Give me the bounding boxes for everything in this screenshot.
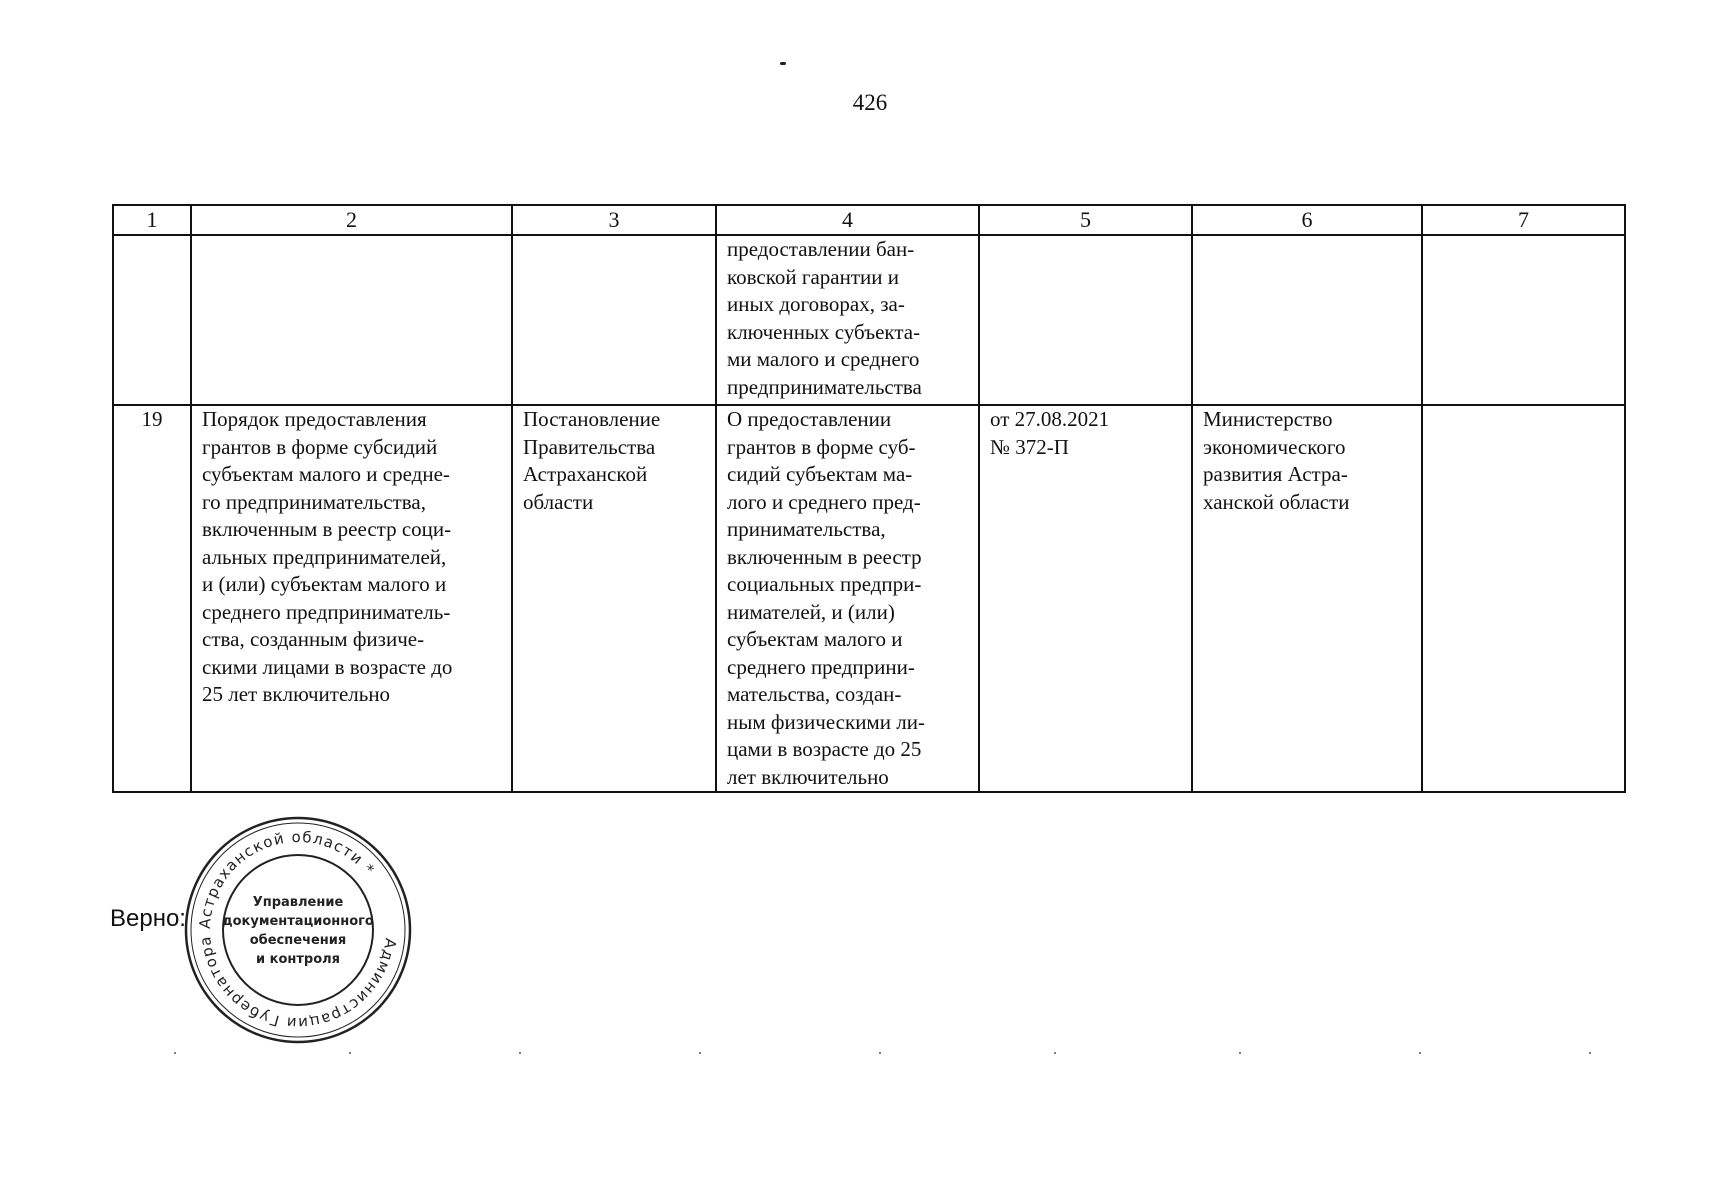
cell-text-line: области <box>523 489 594 514</box>
header-cell: 6 <box>1192 205 1422 235</box>
cell-text-line: ным физическими ли- <box>727 709 925 734</box>
cell-text-line: ства, созданным физиче- <box>202 627 425 651</box>
cell-responsible-body <box>1192 405 1422 792</box>
cell-empty <box>512 235 716 405</box>
scan-dot-line <box>150 1051 1600 1055</box>
cell-text-line: Правительства <box>523 434 656 459</box>
cell-text-line: ханской области <box>1203 489 1350 514</box>
scan-mark <box>780 62 786 65</box>
cell-empty <box>979 235 1192 405</box>
cell-text-line: среднего предприни- <box>727 654 915 679</box>
seal-center-line: и контроля <box>255 952 341 967</box>
cell-text-line: Порядок предоставления <box>202 407 427 431</box>
seal-center-line: документационного <box>222 914 374 929</box>
registry-table <box>112 204 1626 793</box>
cell-text-line: социальных предпри- <box>727 572 922 596</box>
header-cell: 7 <box>1422 205 1625 235</box>
official-seal <box>183 815 413 1045</box>
seal-center-line: Управление <box>252 895 344 910</box>
table-row <box>113 405 1625 792</box>
cell-row-number: 19 <box>113 405 191 792</box>
header-cell: 5 <box>979 205 1192 235</box>
cell-text-line: и (или) субъектам малого и <box>202 572 447 596</box>
cell-text-line: лого и среднего пред- <box>727 489 921 514</box>
header-cell: 3 <box>512 205 716 235</box>
cell-text-line: экономического <box>1203 434 1346 459</box>
cell-notes <box>1422 405 1625 792</box>
cell-text-line: 25 лет включительно <box>202 682 391 706</box>
header-cell: 1 <box>113 205 191 235</box>
cell-text-line: предоставлении бан- <box>727 237 915 261</box>
table-row-continued <box>113 235 1625 405</box>
cell-empty <box>191 235 512 405</box>
cell-text-line: мательства, создан- <box>727 682 902 706</box>
header-row <box>113 205 1625 235</box>
cell-text-line: субъектам малого и <box>727 627 903 651</box>
cell-text-line: включенным в реестр соци- <box>202 517 452 541</box>
seal-center-line: обеспечения <box>249 933 347 948</box>
cell-empty <box>1192 235 1422 405</box>
cell-empty <box>1422 235 1625 405</box>
cell-text-line: от 27.08.2021 <box>990 407 1110 431</box>
certification-label: Верно: <box>110 905 186 932</box>
header-cell: 2 <box>191 205 512 235</box>
cell-text-line: ми малого и среднего <box>727 347 920 371</box>
cell-text-line: Министерство <box>1203 407 1333 431</box>
cell-text-line: го предпринимательства, <box>202 489 426 514</box>
cell-text-line: принимательства, <box>727 517 886 541</box>
cell-text-line: развития Астра- <box>1203 462 1348 486</box>
cell-text-line: альных предпринимателей, <box>202 544 447 569</box>
seal-ring-text: Администрации Губернатора Астраханской области * <box>195 827 400 1033</box>
cell-text-line: грантов в форме суб- <box>727 434 916 459</box>
cell-text-line: цами в возрасте до 25 <box>727 737 922 761</box>
cell-act-title <box>716 405 979 792</box>
cell-empty <box>113 235 191 405</box>
header-cell: 4 <box>716 205 979 235</box>
cell-text-line: ковской гарантии и <box>727 264 900 289</box>
cell-text-line: предпринимательства <box>727 374 922 399</box>
cell-text-line: № 372-П <box>990 434 1069 459</box>
cell-text-line: нимателей, и (или) <box>727 599 895 624</box>
cell-text-line: О предоставлении <box>727 407 892 431</box>
cell-text-line: Астраханской <box>523 462 648 486</box>
cell-text-line: грантов в форме субсидий <box>202 434 438 459</box>
cell-act-type <box>512 405 716 792</box>
cell-text-line: скими лицами в возрасте до <box>202 654 453 679</box>
cell-procedure-name <box>191 405 512 792</box>
cell-text-line: лет включительно <box>727 764 889 789</box>
cell-text-line: среднего предприниматель- <box>202 599 451 624</box>
cell-text-line: иных договорах, за- <box>727 292 905 316</box>
cell-act-date-number <box>979 405 1192 792</box>
cell-text-line: Постановление <box>523 407 661 431</box>
cell-text-line: ключенных субъекта- <box>727 319 921 344</box>
cell-text-line: субъектам малого и средне- <box>202 462 450 486</box>
cell-text-line: сидий субъектам ма- <box>727 462 913 486</box>
page-number: 426 <box>852 90 888 115</box>
cell-continued-title <box>716 235 979 405</box>
cell-text-line: включенным в реестр <box>727 544 922 569</box>
